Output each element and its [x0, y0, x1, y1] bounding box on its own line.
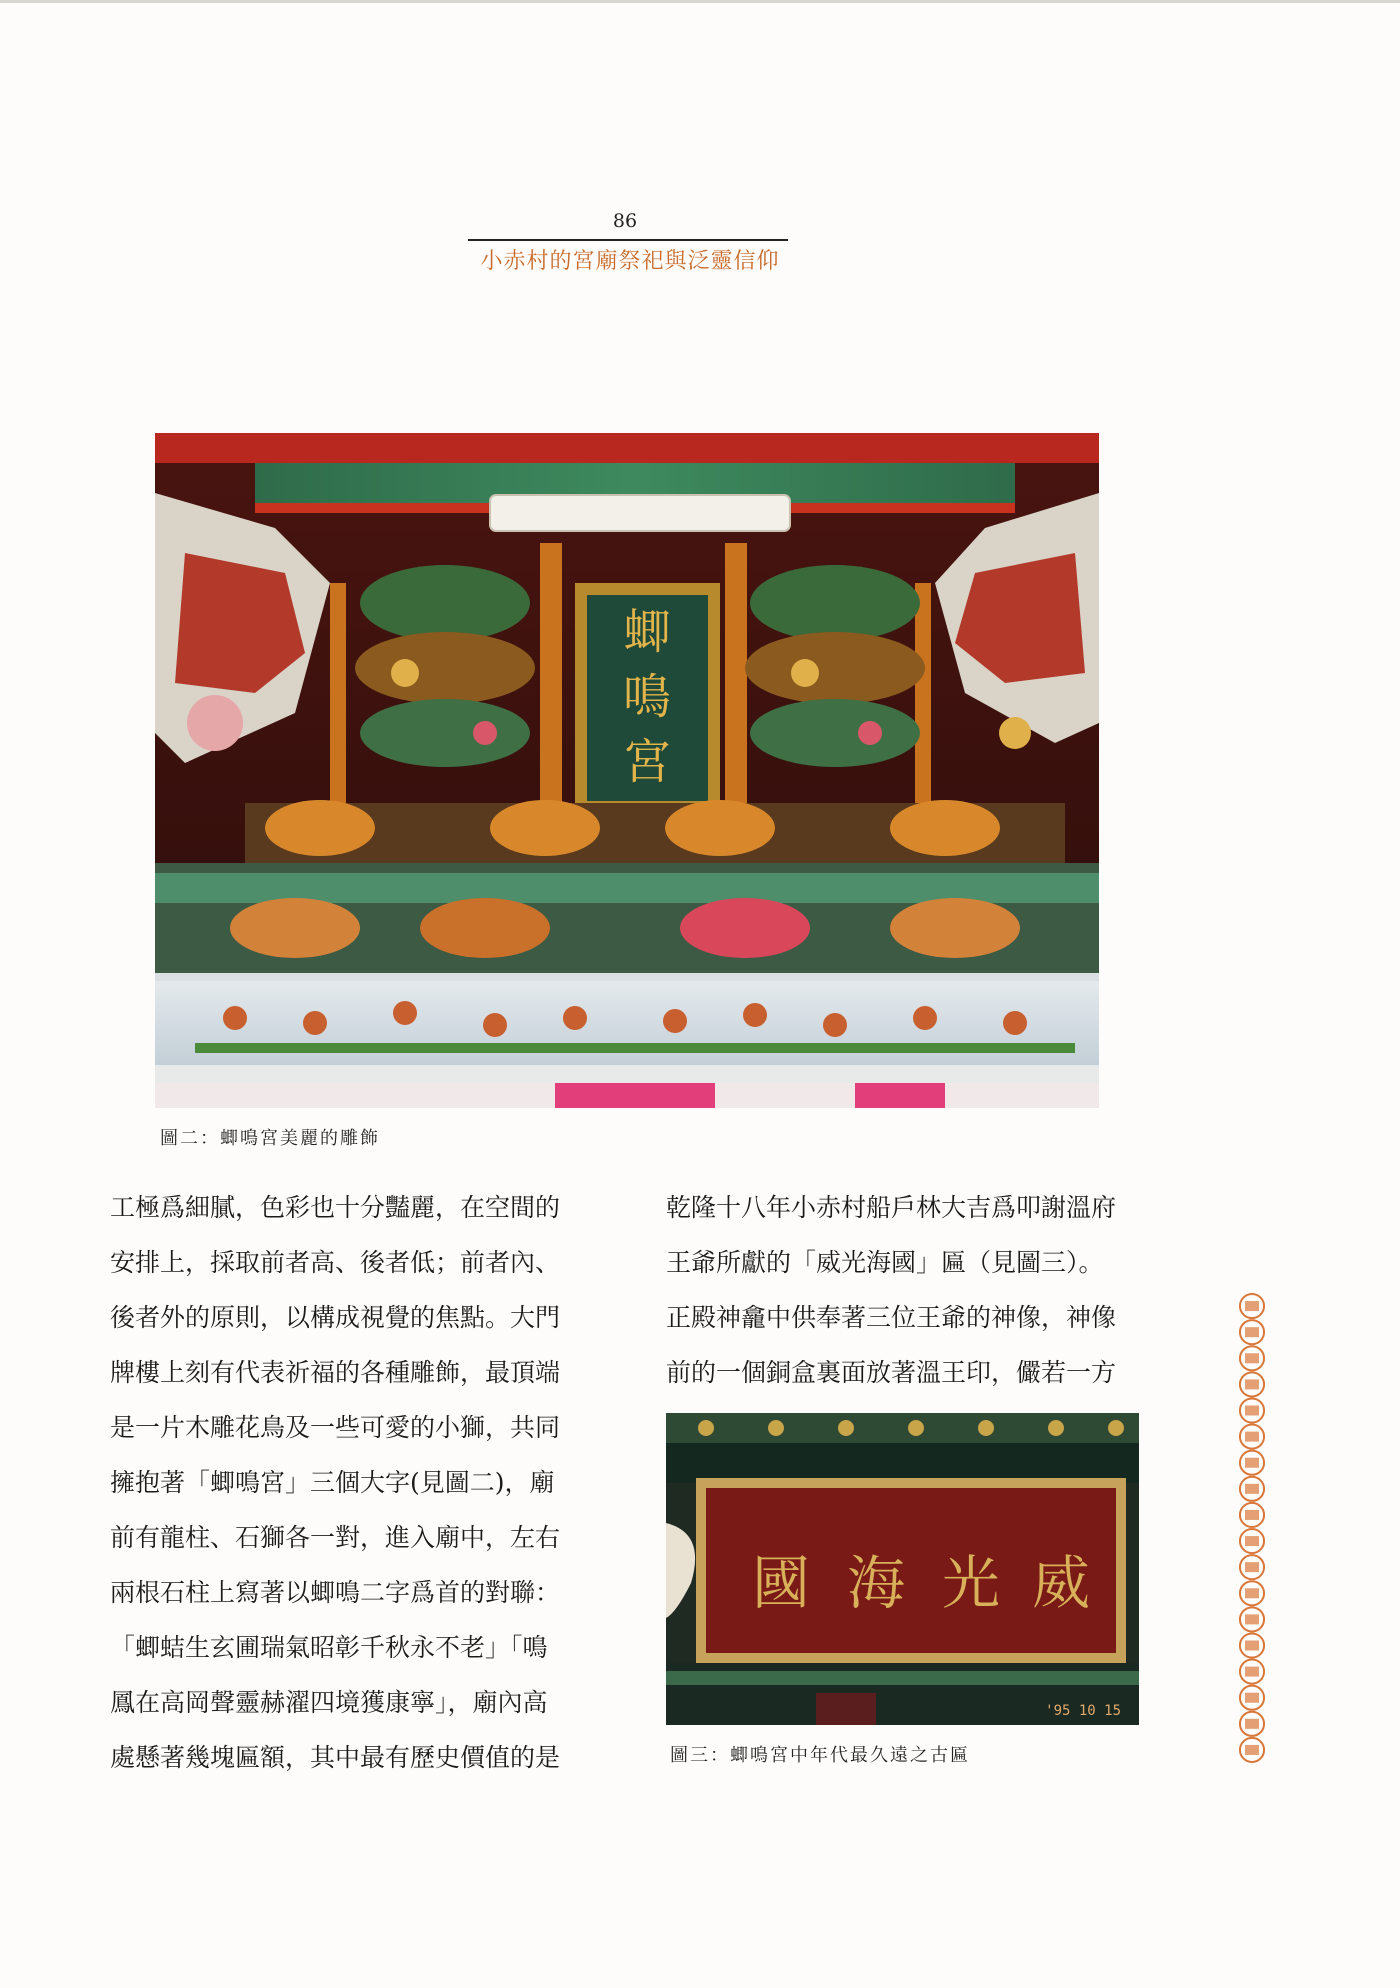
page-number: 86 [612, 210, 638, 232]
figure-3-photo [666, 1413, 1139, 1725]
scan-edge [0, 0, 1400, 3]
date-stamp: '95 10 15 [1045, 1703, 1121, 1719]
ornament-medallion-center [1245, 1353, 1259, 1363]
ornament-medallion-center [1245, 1406, 1259, 1416]
body-line: 乾隆十八年小赤村船戶林大吉爲叩謝溫府 [666, 1193, 1117, 1222]
plaque-char-3: 宮 [622, 734, 672, 790]
body-line: 前有龍柱、石獅各一對，進入廟中，左右 [110, 1523, 561, 1552]
ornament-medallion-center [1245, 1562, 1259, 1572]
body-right-column [666, 1180, 1146, 1400]
running-title: 小赤村的宮廟祭祀與泛靈信仰 [480, 249, 780, 274]
ornament-medallion-center [1245, 1693, 1259, 1703]
ornament-medallion-center [1245, 1510, 1259, 1520]
ornament-medallion-center [1245, 1432, 1259, 1442]
ornament-medallion-center [1245, 1719, 1259, 1729]
ornament-medallion-center [1245, 1301, 1259, 1311]
ornament-medallion-center [1245, 1458, 1259, 1468]
ornament-medallion-center [1245, 1484, 1259, 1494]
body-line: 兩根石柱上寫著以蝍鳴二字爲首的對聯： [110, 1578, 561, 1607]
plaque-char-4: 威 [1031, 1549, 1091, 1617]
margin-ornament [1232, 1293, 1272, 1763]
figure-2-photo [155, 433, 1099, 1108]
ornament-medallion-center [1245, 1379, 1259, 1389]
body-line: 王爺所獻的「威光海國」匾（見圖三）。 [666, 1248, 1104, 1277]
body-line: 工極爲細膩，色彩也十分豔麗，在空間的 [110, 1193, 561, 1222]
ornament-medallion-center [1245, 1667, 1259, 1677]
ornament-medallion-center [1245, 1588, 1259, 1598]
body-line: 鳳在高岡聲靈赫濯四境獲康寧」，廟內高 [110, 1688, 548, 1717]
plaque-char-1: 蝍 [622, 604, 672, 660]
body-line: 牌樓上刻有代表祈福的各種雕飾，最頂端 [110, 1358, 561, 1387]
body-left-column [110, 1180, 590, 1785]
header-rule [468, 239, 788, 241]
body-line: 前的一個銅盒裏面放著溫王印，儼若一方 [666, 1358, 1117, 1387]
body-line: 安排上，採取前者高、後者低；前者內、 [110, 1248, 561, 1277]
plaque-char-1: 國 [751, 1549, 811, 1617]
body-line: 「蝍蛣生玄圃瑞氣昭彰千秋永不老」「鳴 [110, 1633, 548, 1662]
ornament-medallion-center [1245, 1327, 1259, 1337]
body-line: 正殿神龕中供奉著三位王爺的神像，神像 [666, 1303, 1117, 1332]
body-line: 後者外的原則，以構成視覺的焦點。大門 [110, 1303, 561, 1332]
ornament-medallion-center [1245, 1745, 1259, 1755]
ornament-medallion-center [1245, 1614, 1259, 1624]
plaque-char-2: 鳴 [622, 669, 672, 725]
plaque-char-3: 光 [941, 1549, 1001, 1617]
body-line: 處懸著幾塊匾額，其中最有歷史價值的是 [110, 1743, 561, 1772]
body-line: 是一片木雕花鳥及一些可愛的小獅，共同 [110, 1413, 561, 1442]
figure-2-caption: 圖二：蝍鳴宮美麗的雕飾 [160, 1128, 380, 1149]
body-line: 擁抱著「蝍鳴宮」三個大字(見圖二)，廟 [110, 1468, 555, 1497]
figure-3-caption: 圖三：蝍鳴宮中年代最久遠之古匾 [670, 1745, 970, 1766]
ornament-medallion-center [1245, 1536, 1259, 1546]
plaque-char-2: 海 [846, 1549, 906, 1617]
ornament-medallion-center [1245, 1641, 1259, 1651]
